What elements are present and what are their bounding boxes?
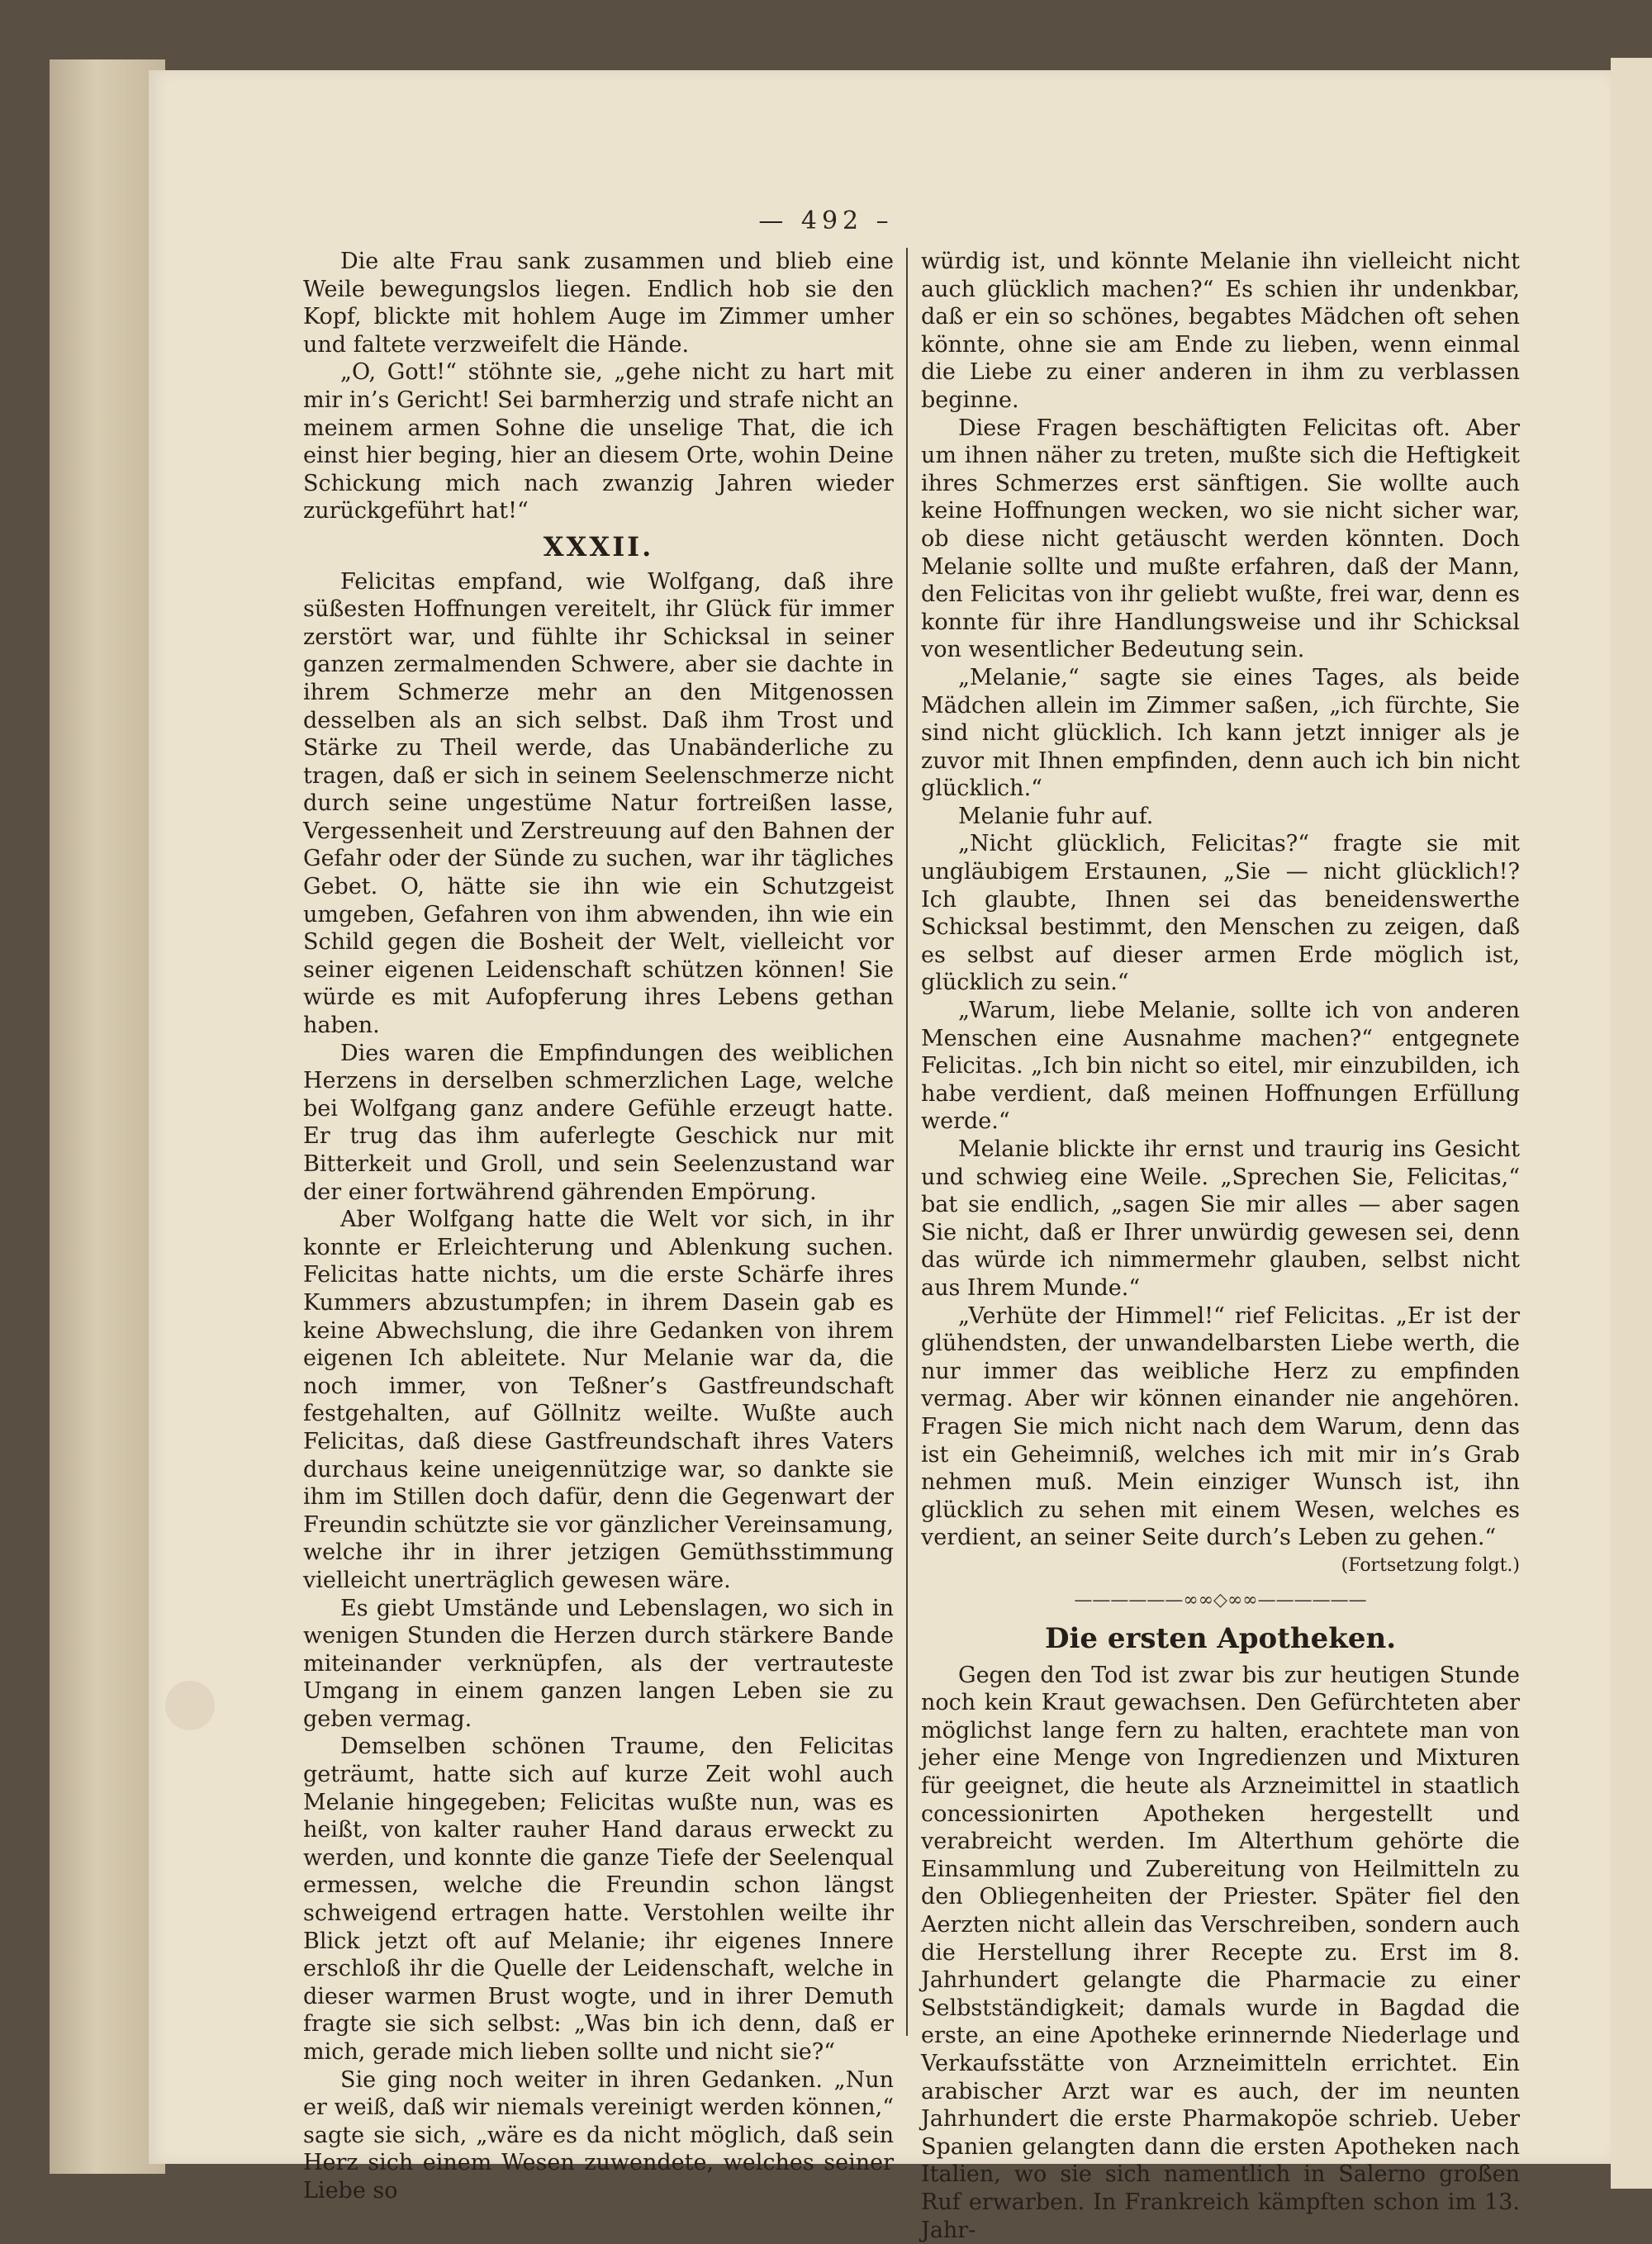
paragraph: Melanie fuhr auf. <box>958 803 1154 829</box>
right-column <box>921 248 1520 2244</box>
chapter-heading: XXXII. <box>543 530 654 562</box>
paragraph: Aber Wolfgang hatte die Welt vor sich, in ihr konnte er Erleichterung und Ablenkung suchen. Felicitas hatte nichts, um die erste Schärfe ihres Kummers abzustumpfen; in ihrem Dasein gab es keine Abwechslung, die ihre Gedanken von ihrem eigenen Ich ableitete. Nur Melanie war da, die noch immer, von Teßner’s Gastfreundschaft festgehalten, auf Göllnitz weilte. Wußte auch Felicitas, daß diese Gastfreundschaft ihres Vaters durchaus keine uneigennützige war, so dankte sie ihm im Stillen doch dafür, denn die Gegenwart der Freundin schützte sie vor gänzlicher Vereinsamung, welche ihr in ihrer jetzigen Gemüthsstimmung vielleicht unerträglich gewesen wäre. <box>303 1207 894 1593</box>
paragraph: Sie ging noch weiter in ihren Gedanken. „Nun er weiß, daß wir niemals vereinigt werden können,“ sagte sie sich, „wäre es da nicht möglich, daß sein Herz sich einem Wesen zuwendete, welches seiner Liebe so <box>303 2066 894 2204</box>
section-ornament: ——————∞∞◇∞∞—————— <box>1074 1589 1367 1611</box>
paragraph: „Verhüte der Himmel!“ rief Felicitas. „Er ist der glühendsten, der unwandelbarsten Liebe werth, die nur immer das weibliche Herz zu empfinden vermag. Aber wir können einander nie angehören. Fragen Sie mich nicht nach dem Warum, denn das ist ein Geheimniß, welches ich mit mir in’s Grab nehmen muß. Mein einziger Wunsch ist, ihn glücklich zu sehen mit einem Wesen, welches es verdient, an seiner Seite durch’s Leben zu gehen.“ <box>921 1302 1520 1551</box>
paragraph: Es giebt Umstände und Lebenslagen, wo sich in wenigen Stunden die Herzen durch stärkere Bande miteinander verknüpfen, als der vertrauteste Umgang in einem ganzen langen Leben sie zu geben vermag. <box>303 1595 894 1732</box>
paragraph: Felicitas empfand, wie Wolfgang, daß ihre süßesten Hoffnungen vereitelt, ihr Glück für immer zerstört war, und fühlte ihr Schicksal in seiner ganzen zermalmenden Schwere, aber sie dachte in ihrem Schmerze mehr an den Mitgenossen desselben als an sich selbst. Daß ihm Trost und Stärke zu Theil werde, das Unabänderliche zu tragen, daß er sich in seinem Seelenschmerze nicht durch seine ungestüme Natur fortreißen lasse, Vergessenheit und Zerstreuung auf den Bahnen der Gefahr oder der Sünde zu suchen, war ihr tägliches Gebet. O, hätte sie ihn wie ein Schutzgeist umgeben, Gefahren von ihm abwenden, ihn wie ein Schild gegen die Bosheit der Welt, vielleicht vor seiner eigenen Leidenschaft schützen können! Sie würde es mit Aufopferung ihres Lebens gethan haben. <box>303 568 894 1039</box>
paragraph: Gegen den Tod ist zwar bis zur heutigen Stunde noch kein Kraut gewachsen. Den Gefürchteten aber möglichst lange fern zu halten, erachtete man von jeher eine Menge von Ingredienzen und Mixturen für geeignet, die heute als Arzneimittel in staatlich concessionirten Apotheken hergestellt und verabreicht werden. Im Alterthum gehörte die Einsammlung und Zubereitung von Heilmitteln zu den Obliegenheiten der Priester. Später fiel den Aerzten nicht allein das Verschreiben, sondern auch die Herstellung ihrer Recepte zu. Erst im 8. Jahrhundert gelangte die Pharmacie zu einer Selbstständigkeit; damals wurde in Bagdad die erste, an eine Apotheke erinnernde Niederlage und Verkaufsstätte von Arzneimitteln errichtet. Ein arabischer Arzt war es auch, der im neunten Jahrhundert die erste Pharmakopöe schrieb. Ueber Spanien gelangten dann die ersten Apotheken nach Italien, wo sie sich namentlich in Salerno großen Ruf erwarben. In Frankreich kämpften schon im 13. Jahr- <box>921 1662 1520 2243</box>
paragraph: „Nicht glücklich, Felicitas?“ fragte sie mit ungläubigem Erstaunen, „Sie — nicht glücklich!? Ich glaubte, Ihnen sei das beneidenswerthe Schicksal bestimmt, den Menschen zu zeigen, daß es selbst auf dieser armen Erde möglich ist, glücklich zu sein.“ <box>921 831 1520 996</box>
book-page-edges <box>50 59 165 2174</box>
paragraph: Dies waren die Empfindungen des weiblichen Herzens in derselben schmerzlichen Lage, welche bei Wolfgang ganz andere Gefühle erzeugt hatte. Er trug das ihm auferlegte Geschick nur mit Bitterkeit und Groll, und sein Seelenzustand war der einer fortwährend gährenden Empörung. <box>303 1040 894 1205</box>
paragraph: Demselben schönen Traume, den Felicitas geträumt, hatte sich auf kurze Zeit wohl auch Melanie hingegeben; Felicitas wußte nun, was es heißt, von kalter rauher Hand daraus erweckt zu werden, und konnte die ganze Tiefe der Seelenqual ermessen, welche die Freundin schon längst schweigend ertragen hatte. Verstohlen weilte ihr Blick jetzt oft auf Melanie; ihr eigenes Innere erschloß ihr die Quelle der Leidenschaft, welche in dieser warmen Brust wogte, und in ihrer Demuth fragte sie sich selbst: „Was bin ich denn, daß er mich, gerade mich lieben sollte und nicht sie?“ <box>303 1734 894 2065</box>
paragraph: würdig ist, und könnte Melanie ihn vielleicht nicht auch glücklich machen?“ Es schien ihr undenkbar, daß er ein so schönes, begabtes Mädchen oft sehen könnte, ohne sie am Ende zu lieben, wenn einmal die Liebe zu einer anderen in ihm zu verblassen beginne. <box>921 249 1520 413</box>
column-divider <box>906 248 908 2036</box>
paragraph: Die alte Frau sank zusammen und blieb eine Weile bewegungslos liegen. Endlich hob sie den Kopf, blickte mit hohlem Auge im Zimmer umher und faltete verzweifelt die Hände. <box>303 249 894 358</box>
continuation-note: (Fortsetzung folgt.) <box>1341 1554 1520 1576</box>
paragraph: „Melanie,“ sagte sie eines Tages, als beide Mädchen allein im Zimmer saßen, „ich fürchte, Sie sind nicht glücklich. Ich kann jetzt inniger als je zuvor mit Ihnen empfinden, denn auch ich bin nicht glücklich.“ <box>921 664 1520 802</box>
paragraph: „O, Gott!“ stöhnte sie, „gehe nicht zu hart mit mir in’s Gericht! Sei barmherzig und strafe nicht an meinem armen Sohne die unselige That, die ich einst hier beging, hier an diesem Orte, wohin Deine Schickung mich nach zwanzig Jahren wieder zurückgeführt hat!“ <box>303 359 894 524</box>
paragraph: Melanie blickte ihr ernst und traurig ins Gesicht und schwieg eine Weile. „Sprechen Sie, Felicitas,“ bat sie endlich, „sagen Sie mir alles — aber sagen Sie nicht, daß er Ihrer unwürdig gewesen sei, denn das würde ich nimmermehr glauben, selbst nicht aus Ihrem Munde.“ <box>921 1136 1520 1301</box>
left-column <box>303 248 894 2205</box>
article-heading: Die ersten Apotheken. <box>1044 1622 1397 1656</box>
facing-page-edge <box>1611 58 1652 2189</box>
paragraph: „Warum, liebe Melanie, sollte ich von anderen Menschen eine Ausnahme machen?“ entgegnete Felicitas. „Ich bin nicht so eitel, mir einzubilden, ich habe verdient, daß meinen Hoffnungen Erfüllung werde.“ <box>921 998 1520 1135</box>
paragraph: Diese Fragen beschäftigten Felicitas oft. Aber um ihnen näher zu treten, mußte sich die Heftigkeit ihres Schmerzes erst sänftigen. Sie wollte auch keine Hoffnungen wecken, wo sie nicht sicher war, ob diese nicht getäuscht werden könnten. Doch Melanie sollte und mußte erfahren, daß der Mann, den Felicitas von ihr geliebt wußte, frei war, denn es konnte für ihre Handlungsweise und ihr Schicksal von wesentlicher Bedeutung sein. <box>921 415 1520 663</box>
page-number: — 492 – <box>758 206 894 235</box>
